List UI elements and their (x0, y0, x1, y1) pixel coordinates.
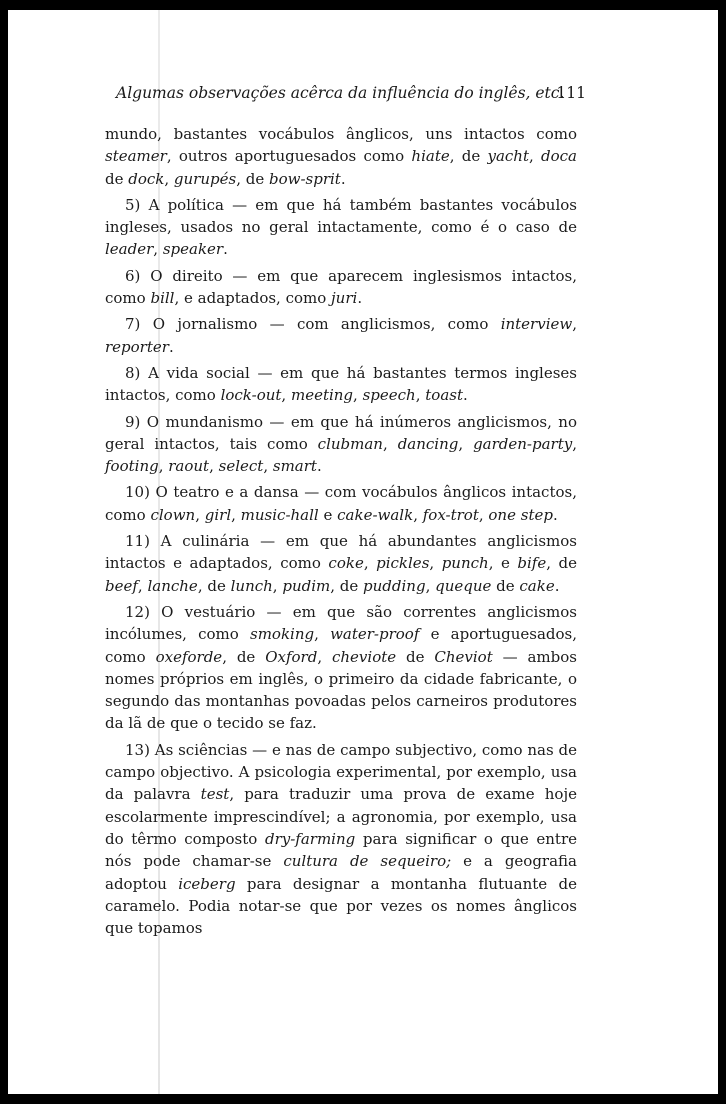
text-run: mundo, bastantes vocábulos ânglicos, uns intactos como (105, 125, 577, 143)
italic-term: raout (168, 457, 210, 476)
text-run: de (396, 647, 435, 666)
italic-term: one step (488, 505, 553, 524)
text-run: , (353, 386, 363, 405)
italic-term: cultura de sequeiro; (283, 852, 452, 871)
paragraph-item (105, 194, 577, 261)
italic-term: queque (435, 576, 492, 595)
text-run: , e (488, 554, 518, 573)
paragraph-item (105, 601, 577, 735)
italic-term: leader (105, 240, 154, 259)
italic-term: cheviote (331, 647, 397, 666)
text-run: , (425, 576, 436, 595)
text-run: 11) A culinária — em que há abundantes anglicismos intactos e adaptados, como (105, 532, 577, 573)
italic-term: dock (128, 169, 165, 188)
italic-term: bow-sprit (269, 169, 341, 188)
text-run: . (168, 337, 174, 356)
italic-term: lunch (230, 576, 273, 595)
paragraph-item (105, 481, 577, 526)
text-run: , (572, 315, 577, 334)
text-run: . (463, 386, 468, 405)
italic-term: garden-party (473, 434, 573, 453)
italic-term: speaker (162, 240, 224, 259)
text-run: , (572, 434, 577, 453)
italic-term: interview (500, 315, 573, 334)
text-run: , (478, 505, 489, 524)
paragraph-item (105, 530, 577, 597)
running-title: Algumas observações acêrca da influência do inglês, etc. (116, 84, 565, 102)
text-run: 9) O mundanismo — em que há inúmeros anglicismos, no geral intactos, tais como (105, 412, 577, 453)
text-run: . (340, 169, 346, 188)
running-header (116, 84, 586, 112)
italic-term: music-hall (240, 505, 319, 524)
italic-term: meeting (290, 386, 354, 405)
text-run: , (158, 457, 169, 476)
text-run: , (415, 386, 426, 405)
text-run: , (137, 576, 148, 595)
text-run: . (554, 576, 560, 595)
paragraph-item (105, 362, 577, 407)
text-run: , (458, 434, 474, 453)
text-run: , (281, 386, 291, 405)
italic-term: beef (105, 576, 138, 595)
text-run: , de (449, 147, 488, 166)
italic-term: water-proof (330, 625, 420, 644)
text-run: — ambos nomes próprios em inglês, o primeiro da cidade fabricante, o segundo das montanhas povoadas pelos carneiros produtores da lã de que o tecido se faz. (105, 647, 577, 733)
italic-term: Oxford (265, 647, 318, 666)
italic-term: pudim (282, 576, 331, 595)
italic-term: test (200, 785, 230, 804)
text-run: 12) O vestuário — em que são correntes anglicismos incólumes, como (105, 602, 577, 644)
italic-term: dry-farming (264, 829, 356, 848)
text-run: , (314, 625, 331, 644)
text-run: . (316, 457, 322, 476)
italic-term: clubman (317, 434, 383, 453)
text-run: , (263, 457, 273, 476)
body-text (105, 123, 577, 943)
text-run: 10) O teatro e a dansa — com vocábulos ânglicos intactos, como (105, 483, 577, 524)
text-run: de (105, 169, 129, 188)
text-run: , de (197, 576, 231, 595)
italic-term: speech (362, 386, 416, 405)
text-run: , (429, 554, 442, 573)
text-run: 6) O direito — em que aparecem inglesismos intactos, como (105, 266, 577, 308)
text-run: , de (330, 576, 364, 595)
paragraph-item (105, 739, 577, 940)
text-run: 7) O jornalismo — com anglicismos, como (125, 315, 501, 334)
text-run: . (552, 505, 558, 524)
text-run: e a geografia adoptou (105, 852, 577, 893)
text-run: , (272, 576, 283, 595)
paragraph-continuation (105, 123, 577, 190)
book-page (8, 10, 718, 1094)
text-run: 13) As sciências — e nas de campo subjectivo, como nas de campo objectivo. A psicologia experimental, por exemplo, usa da palavra (105, 740, 577, 804)
text-run: , (153, 240, 163, 259)
text-run: , (209, 457, 219, 476)
text-run: , e adaptados, como (174, 289, 332, 308)
text-run: , (382, 434, 398, 453)
italic-term: bill (150, 289, 175, 308)
italic-term: cake-walk (337, 505, 414, 524)
text-run: para designar a montanha flutuante de caramelo. Podia notar-se que por vezes os nomes ânglicos que topamos (105, 874, 577, 938)
text-run: de (491, 576, 520, 595)
italic-term: toast (425, 386, 463, 405)
text-run: , (363, 554, 377, 573)
text-run: 8) A vida social — em que há bastantes termos ingleses intactos, como (105, 363, 577, 405)
italic-term: pickles (376, 554, 430, 573)
italic-term: yacht (487, 147, 529, 166)
italic-term: reporter (105, 337, 169, 356)
italic-term: bife (517, 554, 547, 573)
text-run: e (318, 505, 338, 524)
italic-term: lanche (147, 576, 198, 595)
italic-term: steamer (105, 147, 167, 166)
paragraph-item (105, 265, 577, 310)
text-run: , (317, 647, 332, 666)
text-run: , para traduzir uma prova de exame hoje escolarmente imprescindível; a agronomia, por exemplo, usa do têrmo composto (105, 785, 577, 848)
italic-term: cake (519, 576, 555, 595)
text-run: , outros aportuguesados como (166, 147, 412, 166)
italic-term: iceberg (178, 874, 236, 893)
italic-term: dancing (397, 434, 459, 453)
italic-term: clown (150, 505, 196, 524)
text-run: . (357, 289, 363, 308)
italic-term: doca (541, 147, 577, 166)
text-run: 5) A política — em que há também bastantes vocábulos ingleses, usados no geral intactamente, como é o caso de (105, 195, 577, 237)
text-run: e aportuguesados, como (105, 625, 577, 666)
text-run: , (164, 169, 174, 188)
italic-term: fox-trot (422, 505, 479, 524)
paragraph-item (105, 411, 577, 478)
italic-term: girl (204, 505, 232, 524)
italic-term: pudding (363, 576, 426, 595)
italic-term: oxeforde (155, 647, 223, 666)
italic-term: hiate (411, 147, 450, 166)
italic-term: smart (272, 457, 317, 476)
italic-term: coke (328, 554, 364, 573)
text-run: , (413, 505, 423, 524)
italic-term: select (218, 457, 264, 476)
text-run: , (195, 505, 205, 524)
italic-term: footing (105, 457, 159, 476)
text-run: , de (546, 554, 577, 573)
italic-term: punch (441, 554, 489, 573)
text-run: . (223, 240, 228, 259)
text-run: , de (236, 169, 269, 188)
text-run: para significar o que entre nós pode chamar-se (105, 829, 578, 871)
italic-term: smoking (250, 625, 315, 644)
page-number: 111 (556, 84, 586, 102)
italic-term: lock-out (220, 386, 282, 405)
text-run: , (231, 505, 241, 524)
italic-term: Cheviot (434, 647, 493, 666)
text-run: , de (222, 647, 266, 666)
paragraph-item (105, 313, 577, 358)
italic-term: gurupés (173, 169, 237, 188)
italic-term: juri (331, 289, 358, 308)
text-run: , (528, 147, 541, 166)
